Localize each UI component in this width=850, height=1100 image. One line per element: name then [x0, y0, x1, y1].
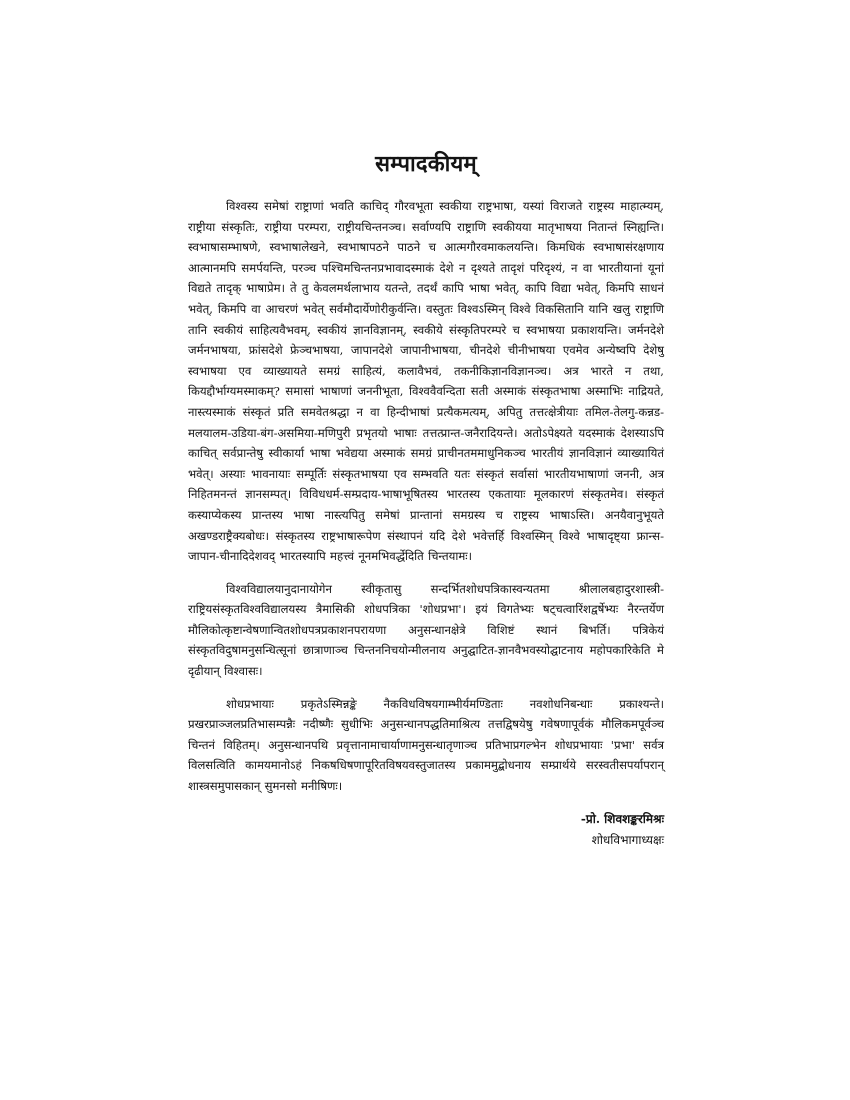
author-designation: शोधविभागाध्यक्षः	[591, 832, 664, 847]
signature-block	[188, 809, 664, 851]
editorial-page	[188, 150, 664, 851]
page-title: सम्पादकीयम्	[375, 152, 477, 177]
paragraph-3: शोधप्रभायाः प्रकृतेऽस्मिन्नङ्के नैकविधविषयगाम्भीर्यमण्डिताः नवशोधनिबन्धाः प्रकाश्यन्ते। प्रखरप्राञ्जलप्रतिभासम्पन्नैः नदीष्णैः सुधीभिः अनुसन्धानपद्धतिमाश्रित्य तत्तद्विषयेषु गवेषणापूर्वकं मौलिकमपूर्वञ्च चिन्तनं विहितम्। अनुसन्धानपथि प्रवृत्तानामाचार्याणामनुसन्धातृणाञ्च प्रतिभाप्रगल्भेन शोधप्रभायाः 'प्रभा' सर्वत्र विलसत्विति कामयमानोऽहं निकषधिषणापूरितविषयवस्तुजातस्य प्रकाममुद्बोधनाय सम्प्रार्थये सरस्वतीसपर्यापरान् शास्त्रसमुपासकान् सुमनसो मनीषिणः।	[188, 696, 664, 794]
author-name: -प्रो. शिवशङ्करमिश्रः	[580, 811, 664, 826]
paragraph-1: विश्वस्य समेषां राष्ट्राणां भवति काचिद् गौरवभूता स्वकीया राष्ट्रभाषा, यस्यां विराजते राष्ट्रस्य माहात्म्यम्, राष्ट्रीया संस्कृतिः, राष्ट्रीया परम्परा, राष्ट्रीयचिन्तनञ्च। सर्वाण्यपि राष्ट्राणि स्वकीयया मातृभाषया नितान्तं स्निह्यन्ति। स्वभाषासम्भाषणे, स्वभाषालेखने, स्वभाषापठने पाठने च आत्मगौरवमाकलयन्ति। किमधिकं स्वभाषासंरक्षणाय आत्मानमपि समर्पयन्ति, परञ्च पश्चिमचिन्तनप्रभावादस्माकं देशे न दृश्यते तादृशं परिदृश्यं, न वा भारतीयानां यूनां विद्यते तादृक् भाषाप्रेम। ते तु केवलमर्थलाभाय यतन्ते, तदर्थं कापि भाषा भवेत्, कापि विद्या भवेत्, किमपि साधनं भवेत्, किमपि वा आचरणं भवेत् सर्वमौदार्येणोरीकुर्वन्ति। वस्तुतः विश्वऽस्मिन् विश्वे विकसितानि यानि खलु राष्ट्राणि तानि स्वकीयं साहित्यवैभवम्, स्वकीयं ज्ञानविज्ञानम्, स्वकीये संस्कृतिपरम्परे च स्वभाषया प्रकाशयन्ति। जर्मनदेशे जर्मनभाषया, फ्रांसदेशे फ्रेञ्चभाषया, जापानदेशे जापानीभाषया, चीनदेशे चीनीभाषया एवमेव अन्येष्वपि देशेषु स्वभाषया एव व्याख्यायते समग्रं साहित्यं, कलावैभवं, तकनीकिज्ञानविज्ञानञ्च। अत्र भारते न तथा, कियद्दौर्भाग्यमस्माकम्? समासां भाषाणां जननीभूता, विश्ववैवन्दिता सती अस्माकं संस्कृतभाषा अस्माभिः नाद्रियते, नास्त्यस्माकं संस्कृतं प्रति समवेतश्रद्धा न वा हिन्दीभाषां प्रत्यैकमत्यम्, अपितु तत्तत्क्षेत्रीयाः तमिल-तेलगु-कन्नड-मलयालम-उडिया-बंग-असमिया-मणिपुरी प्रभृतयो भाषाः तत्तत्प्रान्त-जनैरादियन्ते। अतोऽपेक्ष्यते यदस्माकं देशस्याऽपि काचित् सर्वप्रान्तेषु स्वीकार्या भाषा भवेद्यया अस्माकं समग्रं प्राचीनतममाधुनिकञ्च भारतीयं ज्ञानविज्ञानं व्याख्यायितं भवेत्। अस्याः भावनायाः सम्पूर्तिः संस्कृतभाषया एव सम्भवति यतः संस्कृतं सर्वासां भारतीयभाषाणां जननी, अत्र निहितमनन्तं ज्ञानसम्पत्। विविधधर्म-सम्प्रदाय-भाषाभूषितस्य भारतस्य एकतायाः मूलकारणं संस्कृतमेव। संस्कृतं कस्याप्येकस्य प्रान्तस्य भाषा नास्त्यपितु समेषां प्रान्तानां समग्रस्य च राष्ट्रस्य भाषाऽस्ति। अनयैवानुभूयते अखण्डराष्ट्रैक्यबोधः। संस्कृतस्य राष्ट्रभाषारूपेण संस्थापनं यदि देशे भवेत्तर्हि विश्वस्मिन् विश्वे भाषादृष्ट्या फ्रान्स-जापान-चीनादिदेशवद् भारतस्यापि महत्त्वं नूनमभिवर्द्धेदिति चिन्तयामः।	[188, 199, 664, 564]
paragraph-2: विश्वविद्यालयानुदानायोगेन स्वीकृतासु सन्दर्भितशोधपत्रिकास्वन्यतमा श्रीलालबहादुरशास्त्री-राष्ट्रियसंस्कृतविश्वविद्यालयस्य त्रैमासिकी शोधपत्रिका 'शोधप्रभा'। इयं विगतेभ्यः षट्चत्वारिंशद्वर्षेभ्यः नैरन्तर्येण मौलिकोत्कृष्टान्वेषणान्वितशोधपत्रप्रकाशनपरायणा अनुसन्धानक्षेत्रे विशिष्टं स्थानं बिभर्ति। पत्रिकेयं संस्कृतविदुषामनुसन्धित्सूनां छात्राणाञ्च चिन्तननिचयोन्मीलनाय अनुद्घाटित-ज्ञानवैभवस्योद्घाटनाय महोपकारिकेति मे दृढीयान् विश्वासः।	[188, 581, 664, 679]
